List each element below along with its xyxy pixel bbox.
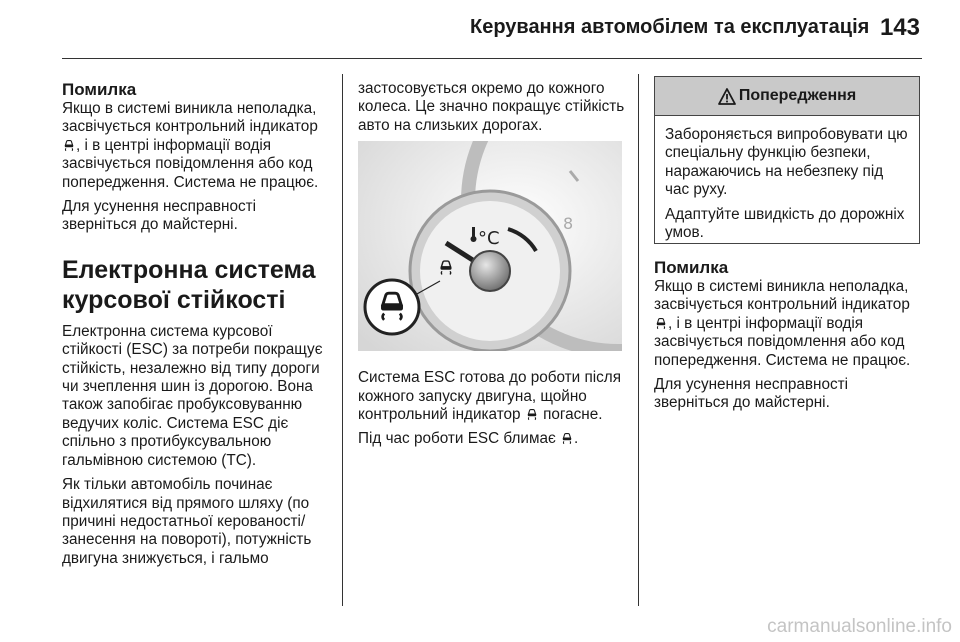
- temperature-unit-label: °C: [478, 228, 500, 250]
- column-divider-2: [638, 74, 639, 606]
- warning-header: [655, 77, 919, 116]
- column-middle: [358, 80, 628, 455]
- error-heading: Помилка: [654, 258, 729, 277]
- column-right: [654, 258, 920, 419]
- page-number: 143: [879, 14, 920, 41]
- service-paragraph: Для усунення несправності зверніться до майстерні.: [62, 198, 257, 234]
- watermark: carmanualsonline.info: [767, 616, 952, 637]
- service-paragraph: Для усунення несправності зверніться до майстерні.: [654, 376, 849, 412]
- instrument-cluster-figure: [358, 141, 622, 351]
- error-paragraph: [654, 278, 920, 370]
- column-left: [62, 80, 330, 574]
- warning-body: [655, 116, 919, 242]
- esc-ready-paragraph: [358, 369, 628, 424]
- warning-paragraph-2: Адаптуйте швидкість до дорожніх умов.: [665, 205, 905, 242]
- warning-box: [654, 76, 920, 244]
- esc-indicator-icon: [561, 432, 573, 445]
- esc-blink-paragraph: [358, 430, 628, 448]
- column-divider-1: [342, 74, 343, 606]
- esc-ready-text-b: погасне.: [543, 406, 603, 424]
- esc-ready-text-a: Система ESC готова до роботи після кожного запуску двигуна, щойно контрольний індикатор: [358, 369, 621, 424]
- esc-blink-text-b: .: [574, 430, 579, 448]
- running-header-title: Керування автомобілем та експлуатація: [470, 16, 870, 38]
- esc-paragraph-1: Електронна система курсової стійкості (ESC) за потреби покращує стійкість, незалежно від типу дороги чи зчеплення шин із дорогою. Вона також запобігає пробуксовуванню ведучих коліс. Система ESC діє спільно з протибуксувальною гальмівною системою (TC).: [62, 322, 323, 469]
- error-text-b: , і в центрі інформації водія засвічується повідомлення або код попередження. Система не працює.: [62, 136, 319, 191]
- tachometer-mark-8: 8: [563, 214, 574, 234]
- esc-indicator-icon: [526, 408, 538, 421]
- esc-blink-text-a: Під час роботи ESC блимає: [358, 430, 556, 448]
- error-text-b: , і в центрі інформації водія засвічується повідомлення або код попередження. Система не працює.: [654, 314, 911, 369]
- esc-paragraph-2: Як тільки автомобіль починає відхилятися від прямого шляху (по причині недостатньої керованості/занесення на повороті), потужність двигуна знижується, і гальмо: [62, 476, 312, 567]
- warning-triangle-icon: [718, 88, 736, 105]
- continuation-paragraph: застосовується окремо до кожного колеса. Це значно покращує стійкість авто на слизьких дорогах.: [358, 80, 625, 134]
- error-heading: Помилка: [62, 80, 137, 99]
- error-text-a: Якщо в системі виникла неполадка, засвічується контрольний індикатор: [62, 100, 318, 136]
- esc-indicator-icon: [655, 317, 667, 330]
- error-paragraph: [62, 100, 330, 192]
- error-text-a: Якщо в системі виникла неполадка, засвічується контрольний індикатор: [654, 278, 910, 314]
- warning-title: Попередження: [738, 87, 857, 104]
- gauge-illustration: [358, 141, 622, 351]
- esc-indicator-icon: [63, 139, 75, 152]
- warning-paragraph-1: Забороняється випробовувати цю спеціальну функцію безпеки, наражаючись на небезпеку під час руху.: [665, 126, 908, 199]
- header-divider: [62, 58, 922, 59]
- esc-section-heading: Електронна система курсової стійкості: [62, 255, 316, 314]
